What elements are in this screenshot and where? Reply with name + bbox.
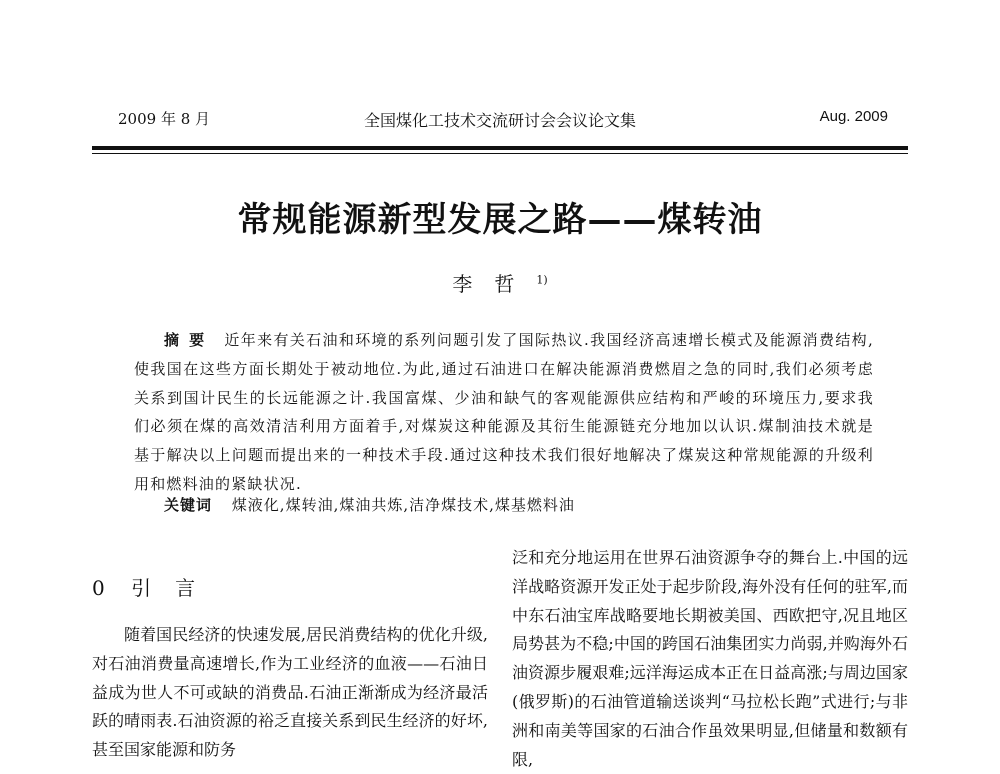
body-paragraph-right: 泛和充分地运用在世界石油资源争夺的舞台上.中国的远洋战略资源开发正处于起步阶段,海外没有任何的驻军,而中东石油宝库战略要地长期被美国、西欧把守,况且地区局势甚为不稳;中国的跨国石油集团实力尚弱,并购海外石油资源步履艰难;远洋海运成本正在日益高涨;与周边国家(俄罗斯)的石油管道输送谈判“马拉松长跑”式进行;与非洲和南美等国家的石油合作虽效果明显,但储量和数额有限,	[512, 548, 908, 769]
keywords-label: 关键词	[164, 496, 213, 514]
abstract	[134, 326, 874, 499]
header-journal-title: 全国煤化工技术交流研讨会会议论文集	[363, 111, 636, 130]
section-title: 引言	[131, 576, 220, 600]
header-rule-thick	[92, 146, 908, 150]
paper-title: 常规能源新型发展之路——煤转油	[237, 200, 763, 240]
abstract-text: 近年来有关石油和环境的系列问题引发了国际热议.我国经济高速增长模式及能源消费结构,使我国在这些方面长期处于被动地位.为此,通过石油进口在解决能源消费燃眉之急的同时,我们必须考虑关系到国计民生的长远能源之计.我国富煤、少油和缺气的客观能源供应结构和严峻的环境压力,要求我们必须在煤的高效清洁利用方面着手,对煤炭这种能源及其衍生能源链充分地加以认识.煤制油技术就是基于解决以上问题而提出来的一种技术手段.通过这种技术我们很好地解决了煤炭这种常规能源的升级利用和燃料油的紧缺状况.	[134, 331, 874, 493]
author-footnote-marker: 1)	[536, 273, 548, 287]
body-paragraph-left: 随着国民经济的快速发展,居民消费结构的优化升级,对石油消费量高速增长,作为工业经济的血液——石油日益成为世人不可或缺的消费品.石油正渐渐成为经济最活跃的晴雨表.石油资源的裕乏直接关系到民生经济的好坏,甚至国家能源和防务	[92, 625, 488, 760]
section-number: 0	[92, 576, 106, 600]
body-column-left	[92, 572, 488, 765]
header-date-cn: 2009 年 8 月	[118, 110, 211, 128]
header-date-en: Aug. 2009	[819, 108, 888, 125]
header-rule-thin	[92, 153, 908, 154]
keywords-text: 煤液化,煤转油,煤油共炼,洁净煤技术,煤基燃料油	[231, 496, 575, 514]
keywords	[164, 494, 864, 515]
abstract-label: 摘要	[164, 331, 215, 349]
body-column-right	[512, 544, 908, 774]
author-name: 李哲	[452, 272, 537, 296]
section-heading	[92, 572, 488, 601]
author	[0, 268, 1000, 297]
